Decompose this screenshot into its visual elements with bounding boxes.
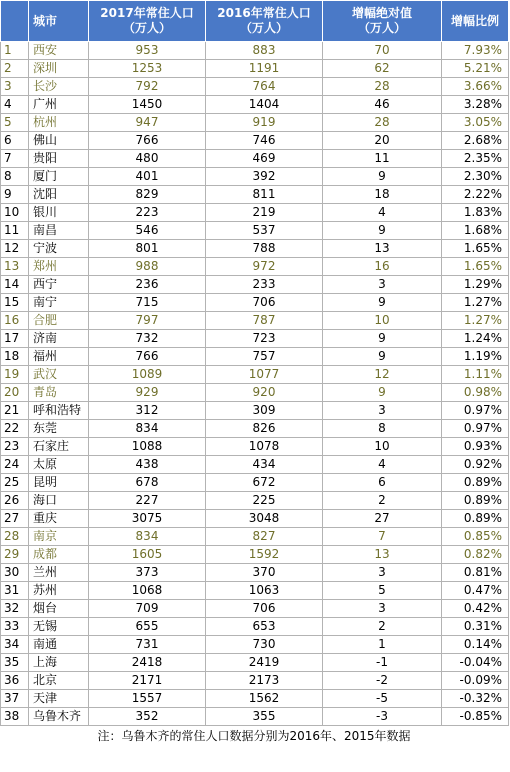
cell-rank: 2 bbox=[1, 60, 29, 78]
cell-city: 贵阳 bbox=[29, 150, 89, 168]
cell-pct: 2.35% bbox=[442, 150, 509, 168]
cell-rank: 11 bbox=[1, 222, 29, 240]
cell-pct: 1.11% bbox=[442, 366, 509, 384]
table-row bbox=[1, 636, 509, 654]
table-row bbox=[1, 402, 509, 420]
cell-city: 合肥 bbox=[29, 312, 89, 330]
table-row bbox=[1, 312, 509, 330]
cell-pop2016: 1063 bbox=[206, 582, 323, 600]
table-body bbox=[1, 42, 509, 726]
header-pct bbox=[442, 1, 509, 42]
cell-abs: 9 bbox=[323, 348, 442, 366]
cell-pct: 1.27% bbox=[442, 294, 509, 312]
cell-abs: 70 bbox=[323, 42, 442, 60]
cell-city: 南宁 bbox=[29, 294, 89, 312]
cell-pop2017: 766 bbox=[89, 132, 206, 150]
cell-pct: 0.98% bbox=[442, 384, 509, 402]
cell-city: 沈阳 bbox=[29, 186, 89, 204]
cell-rank: 9 bbox=[1, 186, 29, 204]
cell-city: 无锡 bbox=[29, 618, 89, 636]
cell-pop2017: 2171 bbox=[89, 672, 206, 690]
cell-rank: 37 bbox=[1, 690, 29, 708]
cell-pop2017: 236 bbox=[89, 276, 206, 294]
cell-pop2017: 715 bbox=[89, 294, 206, 312]
cell-pop2017: 373 bbox=[89, 564, 206, 582]
cell-pop2016: 392 bbox=[206, 168, 323, 186]
cell-abs: 3 bbox=[323, 564, 442, 582]
cell-pct: 0.97% bbox=[442, 402, 509, 420]
cell-pct: 0.31% bbox=[442, 618, 509, 636]
cell-abs: 6 bbox=[323, 474, 442, 492]
cell-pop2017: 401 bbox=[89, 168, 206, 186]
cell-pct: 5.21% bbox=[442, 60, 509, 78]
table-row bbox=[1, 240, 509, 258]
cell-abs: 9 bbox=[323, 222, 442, 240]
cell-city: 兰州 bbox=[29, 564, 89, 582]
cell-pct: 0.89% bbox=[442, 510, 509, 528]
cell-abs: 27 bbox=[323, 510, 442, 528]
cell-pop2016: 2173 bbox=[206, 672, 323, 690]
cell-rank: 29 bbox=[1, 546, 29, 564]
cell-pct: 0.89% bbox=[442, 492, 509, 510]
cell-city: 太原 bbox=[29, 456, 89, 474]
cell-pct: 2.68% bbox=[442, 132, 509, 150]
cell-pct: 2.22% bbox=[442, 186, 509, 204]
table-row bbox=[1, 672, 509, 690]
cell-pct: -0.32% bbox=[442, 690, 509, 708]
table-row bbox=[1, 294, 509, 312]
cell-pop2017: 829 bbox=[89, 186, 206, 204]
cell-abs: 62 bbox=[323, 60, 442, 78]
cell-pop2017: 834 bbox=[89, 528, 206, 546]
table-row bbox=[1, 456, 509, 474]
cell-city: 东莞 bbox=[29, 420, 89, 438]
cell-city: 海口 bbox=[29, 492, 89, 510]
cell-pop2017: 438 bbox=[89, 456, 206, 474]
cell-abs: 1 bbox=[323, 636, 442, 654]
cell-pct: 0.97% bbox=[442, 420, 509, 438]
cell-pop2016: 746 bbox=[206, 132, 323, 150]
header-pop2016-label: 2016年常住人口 bbox=[217, 6, 311, 20]
cell-city: 上海 bbox=[29, 654, 89, 672]
cell-pop2016: 723 bbox=[206, 330, 323, 348]
table-row bbox=[1, 60, 509, 78]
table-row bbox=[1, 564, 509, 582]
header-abs-unit: （万人） bbox=[357, 21, 406, 35]
cell-abs: 4 bbox=[323, 456, 442, 474]
cell-pop2016: 706 bbox=[206, 294, 323, 312]
cell-pop2017: 792 bbox=[89, 78, 206, 96]
cell-pct: 0.93% bbox=[442, 438, 509, 456]
cell-city: 南京 bbox=[29, 528, 89, 546]
cell-pop2017: 801 bbox=[89, 240, 206, 258]
cell-pct: 1.65% bbox=[442, 258, 509, 276]
cell-pop2017: 947 bbox=[89, 114, 206, 132]
cell-city: 天津 bbox=[29, 690, 89, 708]
cell-pct: 1.83% bbox=[442, 204, 509, 222]
cell-pct: 1.19% bbox=[442, 348, 509, 366]
table-row bbox=[1, 186, 509, 204]
cell-abs: 5 bbox=[323, 582, 442, 600]
table-row bbox=[1, 114, 509, 132]
cell-rank: 7 bbox=[1, 150, 29, 168]
cell-rank: 10 bbox=[1, 204, 29, 222]
cell-city: 郑州 bbox=[29, 258, 89, 276]
cell-pop2017: 546 bbox=[89, 222, 206, 240]
cell-pop2017: 312 bbox=[89, 402, 206, 420]
cell-city: 济南 bbox=[29, 330, 89, 348]
table-row bbox=[1, 600, 509, 618]
cell-pct: -0.85% bbox=[442, 708, 509, 726]
cell-pop2017: 480 bbox=[89, 150, 206, 168]
cell-abs: 13 bbox=[323, 240, 442, 258]
cell-pct: 1.29% bbox=[442, 276, 509, 294]
cell-pct: 1.65% bbox=[442, 240, 509, 258]
cell-rank: 38 bbox=[1, 708, 29, 726]
cell-rank: 19 bbox=[1, 366, 29, 384]
cell-rank: 31 bbox=[1, 582, 29, 600]
table-row bbox=[1, 420, 509, 438]
cell-pop2016: 706 bbox=[206, 600, 323, 618]
cell-abs: 28 bbox=[323, 114, 442, 132]
cell-city: 南通 bbox=[29, 636, 89, 654]
cell-rank: 18 bbox=[1, 348, 29, 366]
cell-pop2017: 953 bbox=[89, 42, 206, 60]
cell-pop2017: 1068 bbox=[89, 582, 206, 600]
table-row bbox=[1, 510, 509, 528]
table-row bbox=[1, 384, 509, 402]
cell-pop2016: 883 bbox=[206, 42, 323, 60]
cell-pop2016: 788 bbox=[206, 240, 323, 258]
cell-pop2016: 434 bbox=[206, 456, 323, 474]
cell-pct: -0.04% bbox=[442, 654, 509, 672]
cell-abs: 10 bbox=[323, 438, 442, 456]
table-row bbox=[1, 582, 509, 600]
cell-pop2016: 370 bbox=[206, 564, 323, 582]
cell-pop2016: 653 bbox=[206, 618, 323, 636]
cell-pop2017: 1253 bbox=[89, 60, 206, 78]
cell-city: 乌鲁木齐 bbox=[29, 708, 89, 726]
cell-rank: 5 bbox=[1, 114, 29, 132]
cell-pop2017: 834 bbox=[89, 420, 206, 438]
cell-city: 石家庄 bbox=[29, 438, 89, 456]
cell-pop2016: 972 bbox=[206, 258, 323, 276]
cell-pop2017: 223 bbox=[89, 204, 206, 222]
table-row bbox=[1, 690, 509, 708]
header-abs bbox=[323, 1, 442, 42]
cell-pop2017: 655 bbox=[89, 618, 206, 636]
cell-abs: 9 bbox=[323, 294, 442, 312]
cell-rank: 14 bbox=[1, 276, 29, 294]
cell-pop2017: 709 bbox=[89, 600, 206, 618]
table-row bbox=[1, 78, 509, 96]
cell-pct: 0.85% bbox=[442, 528, 509, 546]
header-abs-label: 增幅绝对值 bbox=[351, 6, 412, 20]
cell-pop2017: 352 bbox=[89, 708, 206, 726]
cell-rank: 26 bbox=[1, 492, 29, 510]
cell-abs: 8 bbox=[323, 420, 442, 438]
cell-pop2016: 219 bbox=[206, 204, 323, 222]
cell-pop2016: 730 bbox=[206, 636, 323, 654]
cell-rank: 35 bbox=[1, 654, 29, 672]
cell-pop2016: 1592 bbox=[206, 546, 323, 564]
header-pop2017 bbox=[89, 1, 206, 42]
table-row bbox=[1, 474, 509, 492]
table-row bbox=[1, 222, 509, 240]
table-row bbox=[1, 438, 509, 456]
cell-rank: 8 bbox=[1, 168, 29, 186]
cell-rank: 12 bbox=[1, 240, 29, 258]
cell-rank: 4 bbox=[1, 96, 29, 114]
cell-city: 广州 bbox=[29, 96, 89, 114]
footnote: 注：乌鲁木齐的常住人口数据分别为2016年、2015年数据 bbox=[97, 729, 411, 743]
cell-abs: 46 bbox=[323, 96, 442, 114]
cell-rank: 30 bbox=[1, 564, 29, 582]
cell-abs: -2 bbox=[323, 672, 442, 690]
header-pop2016 bbox=[206, 1, 323, 42]
cell-city: 成都 bbox=[29, 546, 89, 564]
cell-abs: 4 bbox=[323, 204, 442, 222]
cell-pct: 2.30% bbox=[442, 168, 509, 186]
cell-pop2017: 732 bbox=[89, 330, 206, 348]
cell-pop2017: 929 bbox=[89, 384, 206, 402]
table-row bbox=[1, 330, 509, 348]
table-row bbox=[1, 42, 509, 60]
cell-pop2016: 233 bbox=[206, 276, 323, 294]
cell-rank: 3 bbox=[1, 78, 29, 96]
cell-abs: 9 bbox=[323, 384, 442, 402]
cell-pop2016: 827 bbox=[206, 528, 323, 546]
cell-city: 昆明 bbox=[29, 474, 89, 492]
table-row bbox=[1, 132, 509, 150]
cell-city: 银川 bbox=[29, 204, 89, 222]
cell-pop2016: 811 bbox=[206, 186, 323, 204]
cell-rank: 25 bbox=[1, 474, 29, 492]
cell-city: 呼和浩特 bbox=[29, 402, 89, 420]
cell-abs: 7 bbox=[323, 528, 442, 546]
table-row bbox=[1, 528, 509, 546]
cell-pop2016: 1077 bbox=[206, 366, 323, 384]
cell-abs: 11 bbox=[323, 150, 442, 168]
table-row bbox=[1, 168, 509, 186]
cell-rank: 34 bbox=[1, 636, 29, 654]
cell-pop2016: 355 bbox=[206, 708, 323, 726]
cell-city: 福州 bbox=[29, 348, 89, 366]
cell-abs: 12 bbox=[323, 366, 442, 384]
table-row bbox=[1, 96, 509, 114]
cell-pop2017: 1450 bbox=[89, 96, 206, 114]
cell-pop2016: 920 bbox=[206, 384, 323, 402]
cell-abs: 3 bbox=[323, 402, 442, 420]
cell-abs: 13 bbox=[323, 546, 442, 564]
cell-rank: 20 bbox=[1, 384, 29, 402]
cell-city: 武汉 bbox=[29, 366, 89, 384]
header-row bbox=[1, 1, 509, 42]
cell-abs: 2 bbox=[323, 618, 442, 636]
cell-city: 长沙 bbox=[29, 78, 89, 96]
cell-pop2017: 1088 bbox=[89, 438, 206, 456]
table-row bbox=[1, 204, 509, 222]
cell-city: 青岛 bbox=[29, 384, 89, 402]
cell-pop2017: 3075 bbox=[89, 510, 206, 528]
cell-pop2016: 919 bbox=[206, 114, 323, 132]
cell-city: 南昌 bbox=[29, 222, 89, 240]
cell-pop2016: 787 bbox=[206, 312, 323, 330]
cell-pop2016: 469 bbox=[206, 150, 323, 168]
cell-pop2017: 1605 bbox=[89, 546, 206, 564]
cell-pop2016: 3048 bbox=[206, 510, 323, 528]
cell-abs: 18 bbox=[323, 186, 442, 204]
cell-rank: 28 bbox=[1, 528, 29, 546]
cell-city: 苏州 bbox=[29, 582, 89, 600]
cell-pct: -0.09% bbox=[442, 672, 509, 690]
cell-city: 杭州 bbox=[29, 114, 89, 132]
cell-rank: 15 bbox=[1, 294, 29, 312]
table-row bbox=[1, 492, 509, 510]
cell-city: 宁波 bbox=[29, 240, 89, 258]
cell-abs: 10 bbox=[323, 312, 442, 330]
cell-rank: 22 bbox=[1, 420, 29, 438]
cell-pop2016: 2419 bbox=[206, 654, 323, 672]
cell-pop2016: 537 bbox=[206, 222, 323, 240]
table-row bbox=[1, 258, 509, 276]
cell-city: 西安 bbox=[29, 42, 89, 60]
table-row bbox=[1, 150, 509, 168]
header-pop2016-unit: （万人） bbox=[239, 21, 288, 35]
header-city-label: 城市 bbox=[33, 13, 58, 28]
cell-pct: 0.81% bbox=[442, 564, 509, 582]
cell-abs: 9 bbox=[323, 330, 442, 348]
cell-pop2016: 225 bbox=[206, 492, 323, 510]
header-pop2017-label: 2017年常住人口 bbox=[100, 6, 194, 20]
cell-abs: -5 bbox=[323, 690, 442, 708]
cell-city: 北京 bbox=[29, 672, 89, 690]
cell-rank: 24 bbox=[1, 456, 29, 474]
cell-rank: 17 bbox=[1, 330, 29, 348]
cell-pct: 1.24% bbox=[442, 330, 509, 348]
cell-pop2016: 1562 bbox=[206, 690, 323, 708]
cell-rank: 21 bbox=[1, 402, 29, 420]
cell-pct: 0.42% bbox=[442, 600, 509, 618]
cell-abs: -1 bbox=[323, 654, 442, 672]
table-row bbox=[1, 276, 509, 294]
cell-city: 西宁 bbox=[29, 276, 89, 294]
cell-abs: 3 bbox=[323, 600, 442, 618]
cell-city: 厦门 bbox=[29, 168, 89, 186]
cell-pct: 0.92% bbox=[442, 456, 509, 474]
cell-pct: 3.05% bbox=[442, 114, 509, 132]
cell-city: 深圳 bbox=[29, 60, 89, 78]
cell-rank: 1 bbox=[1, 42, 29, 60]
cell-pct: 3.28% bbox=[442, 96, 509, 114]
cell-rank: 16 bbox=[1, 312, 29, 330]
table-row bbox=[1, 546, 509, 564]
cell-pop2016: 826 bbox=[206, 420, 323, 438]
cell-rank: 33 bbox=[1, 618, 29, 636]
cell-pop2017: 1089 bbox=[89, 366, 206, 384]
table-row bbox=[1, 366, 509, 384]
cell-abs: 20 bbox=[323, 132, 442, 150]
cell-rank: 23 bbox=[1, 438, 29, 456]
cell-pop2016: 309 bbox=[206, 402, 323, 420]
cell-rank: 32 bbox=[1, 600, 29, 618]
cell-pct: 7.93% bbox=[442, 42, 509, 60]
cell-abs: 2 bbox=[323, 492, 442, 510]
cell-pop2016: 672 bbox=[206, 474, 323, 492]
cell-pop2017: 227 bbox=[89, 492, 206, 510]
cell-pop2017: 766 bbox=[89, 348, 206, 366]
cell-pop2016: 1404 bbox=[206, 96, 323, 114]
cell-pop2017: 988 bbox=[89, 258, 206, 276]
cell-pop2017: 2418 bbox=[89, 654, 206, 672]
header-pop2017-unit: （万人） bbox=[122, 21, 171, 35]
table-header bbox=[1, 1, 509, 42]
cell-city: 重庆 bbox=[29, 510, 89, 528]
table-row bbox=[1, 654, 509, 672]
cell-pct: 1.27% bbox=[442, 312, 509, 330]
cell-pct: 3.66% bbox=[442, 78, 509, 96]
cell-city: 烟台 bbox=[29, 600, 89, 618]
cell-abs: 3 bbox=[323, 276, 442, 294]
cell-pct: 0.82% bbox=[442, 546, 509, 564]
header-rank bbox=[1, 1, 29, 42]
cell-rank: 27 bbox=[1, 510, 29, 528]
cell-abs: 28 bbox=[323, 78, 442, 96]
cell-pop2017: 1557 bbox=[89, 690, 206, 708]
cell-pct: 0.14% bbox=[442, 636, 509, 654]
cell-pop2016: 764 bbox=[206, 78, 323, 96]
cell-abs: 16 bbox=[323, 258, 442, 276]
cell-pop2016: 757 bbox=[206, 348, 323, 366]
cell-pop2017: 678 bbox=[89, 474, 206, 492]
table-row bbox=[1, 708, 509, 726]
cell-rank: 6 bbox=[1, 132, 29, 150]
cell-pct: 1.68% bbox=[442, 222, 509, 240]
cell-abs: 9 bbox=[323, 168, 442, 186]
cell-city: 佛山 bbox=[29, 132, 89, 150]
cell-pop2017: 731 bbox=[89, 636, 206, 654]
cell-abs: -3 bbox=[323, 708, 442, 726]
cell-pop2016: 1078 bbox=[206, 438, 323, 456]
header-pct-label: 增幅比例 bbox=[450, 13, 499, 28]
cell-pop2017: 797 bbox=[89, 312, 206, 330]
cell-rank: 13 bbox=[1, 258, 29, 276]
cell-pct: 0.47% bbox=[442, 582, 509, 600]
cell-rank: 36 bbox=[1, 672, 29, 690]
cell-pop2016: 1191 bbox=[206, 60, 323, 78]
table-row bbox=[1, 348, 509, 366]
header-city bbox=[29, 1, 89, 42]
table-row bbox=[1, 618, 509, 636]
cell-pct: 0.89% bbox=[442, 474, 509, 492]
